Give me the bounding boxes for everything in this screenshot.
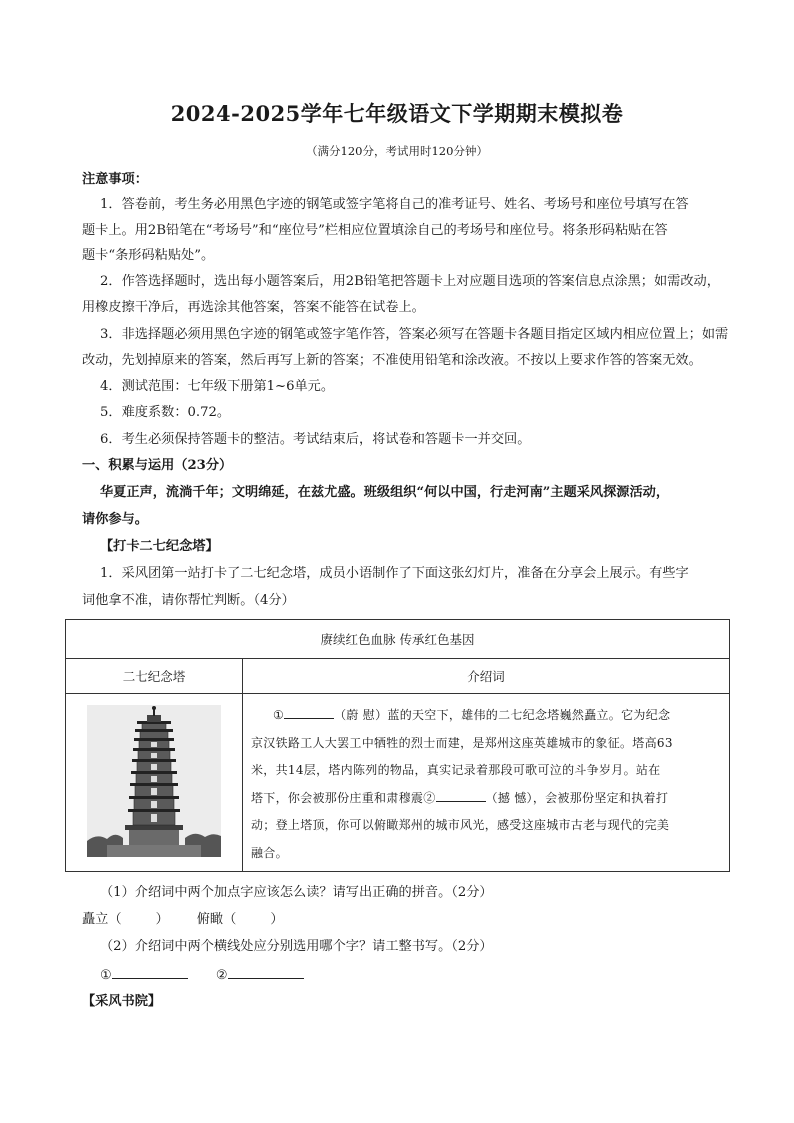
answer-blank-1[interactable] [112, 964, 188, 979]
slide-table [65, 619, 730, 872]
intro-line-3: 米，共14层，塔内陈列的物品，真实记录着那段可歌可泣的斗争岁月。站在 [251, 763, 661, 777]
blank-2[interactable] [436, 787, 486, 802]
intro-line-1-rest: 蓝的天空下，雄伟的二七纪念塔巍然矗立。它为纪念 [387, 708, 671, 722]
intro-line-1 [251, 702, 721, 730]
pinyin-close-2: ） [270, 912, 284, 927]
pinyin-close-1: ） [155, 912, 169, 927]
q1-sub2-answer-row [100, 964, 722, 986]
blank-2-hint: （撼 憾），会被那份坚定和执着打 [485, 790, 669, 805]
pinyin-word-1: 矗立（ [82, 912, 122, 927]
notice-heading: 注意事项： [82, 172, 148, 187]
q1-sub2: （2）介绍词中两个横线处应分别选用哪个字？请工整书写。（2分） [100, 939, 493, 954]
intro-line-2: 京汉铁路工人大罢工中牺牲的烈士而建，是郑州这座英雄城市的象征。塔高63 [251, 735, 673, 750]
notice-1-line-2: 题卡上。用2B铅笔在“考场号”和“座位号”栏相应位置填涂自己的考场号和座位号。将条形码粘贴在答 [82, 223, 668, 238]
answer-mark-2: ② [215, 968, 228, 983]
blank-1-mark: ① [273, 708, 285, 722]
notice-3-line-1: 3．非选择题必须用黑色字迹的钢笔或签字笔作答，答案必须写在答题卡各题目指定区域内相应位置上；如需 [100, 327, 729, 342]
notice-2-line-1: 2．作答选择题时，选出每小题答案后，用2B铅笔把答题卡上对应题目选项的答案信息点涂黑；如需改动， [100, 274, 720, 289]
q1-text-line-2: 词他拿不准，请你帮忙判断。（4分） [82, 593, 295, 608]
notice-2-line-2: 用橡皮擦干净后，再选涂其他答案，答案不能答在试卷上。 [82, 300, 425, 315]
q1-sub1-answer-row [82, 910, 722, 930]
table-col-tower: 二七纪念塔 [66, 659, 243, 694]
page-subtitle: （满分120分，考试用时120分钟） [306, 144, 488, 158]
blank-1-hint: （蔚 慰） [334, 708, 388, 722]
answer-mark-1: ① [100, 968, 112, 983]
intro-line-4 [251, 785, 721, 813]
intro-cell [243, 694, 730, 872]
intro-line-4-a: 塔下，你会被那份庄重和肃穆震② [251, 790, 436, 805]
blank-1[interactable] [284, 704, 334, 719]
intro-line-5: 动；登上塔顶，你可以俯瞰郑州的城市风光，感受这座城市古老与现代的完美 [251, 818, 670, 832]
table-caption: 赓续红色血脉 传承红色基因 [66, 620, 730, 659]
section1-heading: 一、积累与运用（23分） [82, 458, 233, 473]
notice-1-line-3: 题卡“条形码粘贴处”。 [82, 248, 215, 263]
pinyin-word-2: 俯瞰（ [196, 912, 237, 927]
section1-intro-line-2: 请你参与。 [82, 512, 148, 527]
table-col-intro: 介绍词 [243, 659, 730, 694]
tower-photo-cell [66, 694, 243, 872]
notice-5: 5．难度系数：0.72。 [100, 405, 231, 420]
intro-line-6: 融合。 [251, 845, 288, 860]
part2-heading: 【采风书院】 [82, 994, 162, 1009]
answer-blank-2[interactable] [228, 964, 304, 979]
notice-4: 4．测试范围：七年级下册第1~6单元。 [100, 379, 335, 394]
notice-1-line-1: 1．答卷前，考生务必用黑色字迹的钢笔或签字笔将自己的准考证号、姓名、考场号和座位号填写在答 [100, 197, 689, 212]
section1-intro-line-1: 华夏正声，流淌千年；文明绵延，在兹尤盛。班级组织“何以中国，行走河南”主题采风探源活动， [100, 485, 670, 500]
tower-photo [87, 705, 221, 857]
page-title: 2024-2025学年七年级语文下学期期末模拟卷 [170, 101, 624, 126]
q1-text-line-1: 1．采风团第一站打卡了二七纪念塔，成员小语制作了下面这张幻灯片，准备在分享会上展示。有些字 [100, 566, 689, 581]
part1-heading: 【打卡二七纪念塔】 [100, 539, 219, 554]
notice-6: 6．考生必须保持答题卡的整洁。考试结束后，将试卷和答题卡一并交回。 [100, 432, 531, 447]
q1-sub1: （1）介绍词中两个加点字应该怎么读？请写出正确的拼音。（2分） [100, 885, 493, 900]
notice-3-line-2: 改动，先划掉原来的答案，然后再写上新的答案；不准使用铅笔和涂改液。不按以上要求作答的答案无效。 [82, 353, 702, 368]
